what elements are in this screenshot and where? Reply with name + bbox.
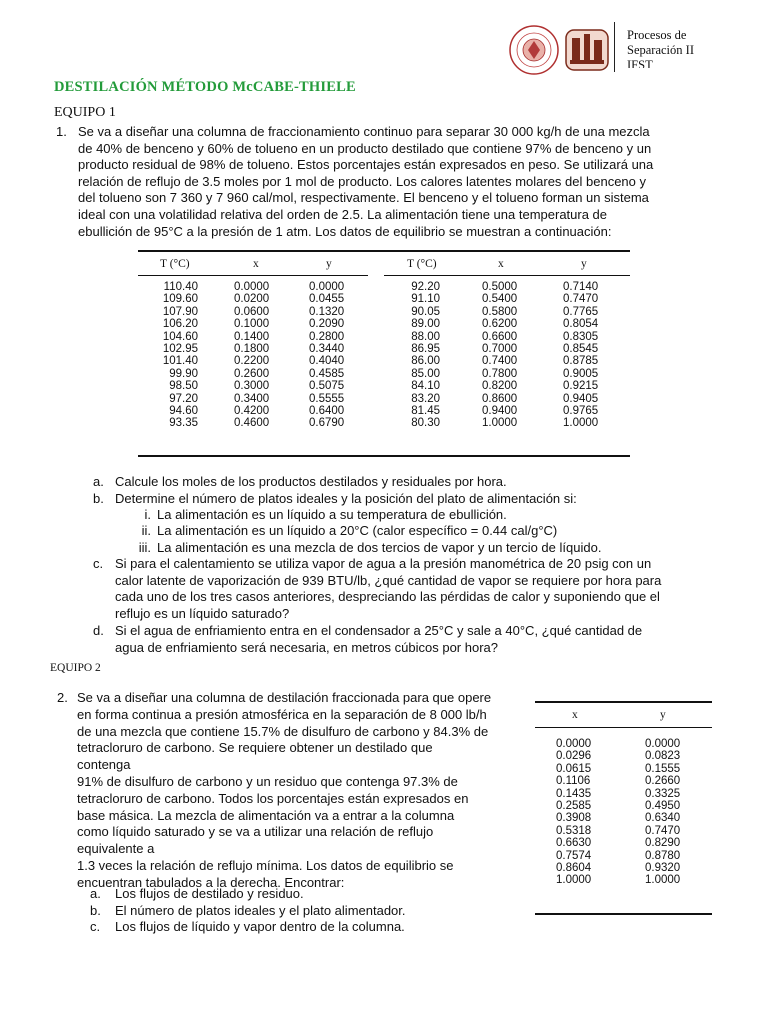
table-cell: 1.0000 bbox=[482, 417, 518, 430]
faculty-logo-icon bbox=[566, 30, 608, 70]
table-cell: 0.6200 bbox=[482, 318, 518, 331]
q-d-text bbox=[115, 623, 716, 656]
table-cell: 0.2660 bbox=[645, 775, 681, 788]
q2-a-text: Los flujos de destilado y residuo. bbox=[115, 886, 304, 901]
table-cell: 0.2090 bbox=[309, 318, 345, 331]
q-d-line: agua de enfriamiento será necesaria, en metros cúbicos por hora? bbox=[115, 639, 498, 655]
table-cell: 0.5400 bbox=[482, 293, 518, 306]
problem-1-line: ebullición de 95°C a la presión de 1 atm. Los datos de equilibrio se muestran a continuación: bbox=[78, 223, 612, 239]
q-d-label: d. bbox=[93, 623, 104, 638]
table-1-header-t: T (°C) bbox=[160, 258, 190, 270]
q-b-iii-label: iii. bbox=[138, 540, 151, 555]
table-cell: 84.10 bbox=[411, 380, 440, 393]
problem-1-line: de 40% de benceno y 60% de tolueno en un producto destilado que contiene 97% de benceno y un bbox=[78, 140, 652, 156]
q2-b-label: b. bbox=[90, 903, 101, 918]
problem-2-number: 2. bbox=[57, 690, 68, 705]
table-cell: 0.6340 bbox=[645, 812, 681, 825]
table-cell: 0.8785 bbox=[563, 355, 599, 368]
table-cell: 0.1320 bbox=[309, 305, 345, 318]
q-b-iii-text: La alimentación es una mezcla de dos tercios de vapor y un tercio de líquido. bbox=[157, 540, 602, 555]
table-cell: 0.1000 bbox=[234, 318, 270, 331]
table-cell: 107.90 bbox=[162, 305, 198, 318]
q-c-line: calor latente de vaporización de 939 BTU/lb, ¿qué cantidad de vapor se requiere por hora para bbox=[115, 572, 662, 588]
problem-2-line: 1.3 veces la relación de reflujo mínima. Los datos de equilibrio se bbox=[77, 857, 454, 873]
problem-2-line: en forma continua a presión atmosférica en la separación de 8 000 lb/h bbox=[77, 706, 487, 722]
table-cell: 0.5075 bbox=[309, 380, 345, 393]
table-cell: 110.40 bbox=[163, 281, 198, 293]
q-c-line: Si para el calentamiento se utiliza vapor de agua a la presión manométrica de 20 psig con un bbox=[115, 556, 652, 571]
table-cell: 0.6630 bbox=[556, 837, 592, 850]
table-cell: 97.20 bbox=[169, 392, 198, 405]
table-cell: 0.0000 bbox=[234, 281, 270, 293]
table-cell: 94.60 bbox=[169, 405, 198, 418]
table-cell: 109.60 bbox=[162, 293, 198, 306]
table-cell: 0.3440 bbox=[309, 343, 345, 356]
q-d-line: Si el agua de enfriamiento entra en el condensador a 25°C y sale a 40°C, ¿qué cantidad de bbox=[115, 623, 643, 638]
table-cell: 0.3400 bbox=[234, 392, 270, 405]
table-2-col-y bbox=[645, 738, 695, 887]
table-cell: 0.3908 bbox=[556, 812, 592, 825]
table-cell: 0.6790 bbox=[309, 417, 345, 430]
problem-2-line: tetracloruro de carbono. Todos los porcentajes están expresados en bbox=[77, 790, 469, 806]
problem-1-line: Se va a diseñar una columna de fraccionamiento continuo para separar 30 000 kg/h de una mezcla bbox=[78, 124, 650, 139]
header-divider bbox=[614, 22, 615, 72]
q-c-text bbox=[115, 556, 716, 622]
table-1-header-y: y bbox=[326, 258, 332, 270]
table-cell: 0.4950 bbox=[645, 800, 681, 813]
table-1-header-x2: x bbox=[498, 258, 504, 270]
problem-2-line: como líquido saturado y se va a utilizar una relación de reflujo bbox=[77, 824, 434, 840]
table-cell: 0.1400 bbox=[234, 330, 270, 343]
table-1-header-rule-right bbox=[384, 275, 630, 276]
q-a-text: Calcule los moles de los productos destilados y residuales por hora. bbox=[115, 474, 507, 489]
table-cell: 0.7000 bbox=[482, 343, 518, 356]
table-2-col-x bbox=[556, 738, 606, 887]
table-cell: 0.7470 bbox=[563, 293, 599, 306]
table-1-col-x2 bbox=[482, 281, 532, 430]
q2-c-text: Los flujos de líquido y vapor dentro de la columna. bbox=[115, 919, 405, 934]
table-cell: 0.8604 bbox=[556, 862, 592, 875]
table-cell: 0.3000 bbox=[234, 380, 270, 393]
table-cell: 0.9320 bbox=[645, 862, 681, 875]
problem-2-line: 91% de disulfuro de carbono y un residuo que contenga 97.3% de bbox=[77, 773, 458, 789]
table-cell: 90.05 bbox=[411, 305, 440, 318]
table-cell: 0.8290 bbox=[645, 837, 681, 850]
table-cell: 1.0000 bbox=[563, 417, 599, 430]
table-cell: 0.5555 bbox=[309, 392, 345, 405]
table-cell: 1.0000 bbox=[645, 874, 681, 887]
course-line-1: Procesos de bbox=[627, 28, 687, 42]
page-title: DESTILACIÓN MÉTODO McCABE-THIELE bbox=[54, 79, 356, 95]
table-1-header-x: x bbox=[253, 258, 259, 270]
problem-2-text bbox=[77, 690, 501, 892]
table-cell: 0.2200 bbox=[234, 355, 270, 368]
table-1-header-t2: T (°C) bbox=[407, 258, 437, 270]
q2-a-label: a. bbox=[90, 886, 101, 901]
table-cell: 0.9400 bbox=[482, 405, 518, 418]
q-b-i-label: i. bbox=[144, 507, 151, 522]
table-cell: 0.2800 bbox=[309, 330, 345, 343]
table-cell: 101.40 bbox=[162, 355, 198, 368]
equilibrium-table-1 bbox=[138, 250, 630, 252]
table-cell: 0.7800 bbox=[482, 367, 518, 380]
table-cell: 0.0000 bbox=[556, 738, 592, 750]
table-cell: 80.30 bbox=[411, 417, 440, 430]
table-cell: 0.0600 bbox=[234, 305, 270, 318]
problem-2-line: equivalente a bbox=[77, 841, 155, 857]
table-cell: 0.7400 bbox=[482, 355, 518, 368]
course-name bbox=[627, 28, 762, 68]
problem-1-line: relación de reflujo de 3.5 moles por 1 mol de producto. Los calores latentes molares del benceno y bbox=[78, 173, 646, 189]
table-cell: 91.10 bbox=[411, 293, 440, 306]
table-cell: 0.7140 bbox=[563, 281, 599, 293]
q-b-ii-text: La alimentación es un líquido a 20°C (calor específico = 0.44 cal/g°C) bbox=[157, 523, 558, 538]
problem-2-line: tetracloruro de carbono. Se requiere obtener un destilado que bbox=[77, 740, 433, 756]
table-cell: 99.90 bbox=[169, 367, 198, 380]
table-2-header-y: y bbox=[660, 709, 666, 721]
table-cell: 0.2600 bbox=[234, 367, 270, 380]
table-cell: 0.4585 bbox=[309, 367, 345, 380]
q-a-label: a. bbox=[93, 474, 104, 489]
table-cell: 0.0000 bbox=[645, 738, 681, 750]
table-cell: 0.8054 bbox=[563, 318, 599, 331]
table-2-top-rule bbox=[535, 701, 712, 703]
problem-1-line: del tolueno son 7 360 y 7 960 cal/mol, respectivamente. El benceno y el tolueno forman un sistema bbox=[78, 190, 649, 206]
problem-2-line: Se va a diseñar una columna de destilación fraccionada para que opere bbox=[77, 690, 492, 705]
table-cell: 0.1555 bbox=[645, 762, 681, 775]
table-cell: 0.8600 bbox=[482, 392, 518, 405]
table-cell: 0.6600 bbox=[482, 330, 518, 343]
problem-2-line: base másica. La mezcla de alimentación va a entrar a la columna bbox=[77, 807, 455, 823]
table-cell: 85.00 bbox=[411, 367, 440, 380]
problem-2-line: encuentran tabulados a la derecha. Encontrar: bbox=[77, 874, 345, 890]
table-cell: 86.00 bbox=[411, 355, 440, 368]
problem-1-line: producto residual de 98% de tolueno. Estos porcentajes están expresados en peso. Se utilizará una bbox=[78, 157, 654, 173]
table-cell: 86.95 bbox=[411, 343, 440, 356]
table-cell: 0.2585 bbox=[556, 800, 592, 813]
course-line-3: IFST bbox=[627, 58, 653, 68]
problem-1-line: ideal con una volatilidad relativa del orden de 2.5. La alimentación tiene una temperatura de bbox=[78, 206, 608, 222]
table-cell: 0.9215 bbox=[563, 380, 599, 393]
q-c-line: reflujo es un líquido saturado? bbox=[115, 605, 290, 621]
table-1-col-t2 bbox=[394, 281, 440, 430]
table-cell: 104.60 bbox=[162, 330, 198, 343]
equipo-1-heading: EQUIPO 1 bbox=[54, 105, 116, 120]
table-1-header-rule-left bbox=[138, 275, 368, 276]
table-cell: 0.9405 bbox=[563, 392, 599, 405]
table-cell: 88.00 bbox=[411, 330, 440, 343]
table-cell: 0.3325 bbox=[645, 787, 681, 800]
table-cell: 0.8305 bbox=[563, 330, 599, 343]
table-cell: 0.1435 bbox=[556, 787, 592, 800]
table-2-bottom-rule bbox=[535, 913, 712, 915]
table-cell: 0.0615 bbox=[556, 762, 592, 775]
table-1-bottom-rule bbox=[138, 455, 630, 457]
table-cell: 0.8200 bbox=[482, 380, 518, 393]
table-1-col-y2 bbox=[563, 281, 613, 430]
table-cell: 106.20 bbox=[162, 318, 198, 331]
table-cell: 93.35 bbox=[169, 417, 198, 430]
table-cell: 1.0000 bbox=[556, 874, 592, 887]
table-1-header-y2: y bbox=[581, 258, 587, 270]
q-c-line: cada uno de los tres casos anteriores, despreciando las pérdidas de calor y suponiendo que el bbox=[115, 589, 660, 605]
table-cell: 0.5800 bbox=[482, 305, 518, 318]
table-cell: 0.5000 bbox=[482, 281, 518, 293]
table-1-col-y bbox=[309, 281, 359, 430]
table-1-top-rule bbox=[138, 250, 630, 252]
table-cell: 0.1106 bbox=[556, 775, 591, 788]
table-cell: 92.20 bbox=[411, 281, 440, 293]
table-cell: 0.7765 bbox=[563, 305, 599, 318]
table-cell: 0.0200 bbox=[234, 293, 270, 306]
table-cell: 0.1800 bbox=[234, 343, 270, 356]
university-logos bbox=[508, 24, 612, 76]
table-cell: 0.0455 bbox=[309, 293, 345, 306]
q2-b-text: El número de platos ideales y el plato alimentador. bbox=[115, 903, 406, 918]
q-c-label: c. bbox=[93, 556, 104, 571]
table-1-col-t bbox=[150, 281, 198, 430]
problem-1-text bbox=[78, 124, 716, 240]
q-b-ii-label: ii. bbox=[141, 523, 151, 538]
table-cell: 102.95 bbox=[162, 343, 198, 356]
table-cell: 98.50 bbox=[169, 380, 198, 393]
course-line-2: Separación II bbox=[627, 43, 694, 57]
problem-2-line: contenga bbox=[77, 757, 131, 773]
table-cell: 0.0823 bbox=[645, 750, 681, 763]
q-b-label: b. bbox=[93, 491, 104, 506]
table-cell: 89.00 bbox=[411, 318, 440, 331]
table-cell: 0.7574 bbox=[556, 849, 592, 862]
table-cell: 0.8545 bbox=[563, 343, 599, 356]
table-cell: 0.9005 bbox=[563, 367, 599, 380]
problem-2-line: de una mezcla que contiene 15.7% de disulfuro de carbono y 84.3% de bbox=[77, 723, 489, 739]
problem-1-number: 1. bbox=[56, 124, 67, 139]
table-cell: 83.20 bbox=[411, 392, 440, 405]
table-cell: 0.4040 bbox=[309, 355, 345, 368]
table-cell: 0.0296 bbox=[556, 750, 592, 763]
equipo-2-heading: EQUIPO 2 bbox=[50, 662, 101, 674]
table-cell: 0.7470 bbox=[645, 824, 681, 837]
table-1-col-x bbox=[234, 281, 284, 430]
q2-c-label: c. bbox=[90, 919, 101, 934]
table-2-header-x: x bbox=[572, 709, 578, 721]
table-cell: 0.0000 bbox=[309, 281, 345, 293]
table-cell: 0.4600 bbox=[234, 417, 270, 430]
table-2-header-rule bbox=[535, 727, 712, 728]
q-b-i-text: La alimentación es un líquido a su temperatura de ebullición. bbox=[157, 507, 507, 522]
table-cell: 0.6400 bbox=[309, 405, 345, 418]
university-seal-icon bbox=[508, 24, 612, 76]
table-cell: 0.5318 bbox=[556, 824, 592, 837]
table-cell: 0.9765 bbox=[563, 405, 599, 418]
table-cell: 0.8780 bbox=[645, 849, 681, 862]
table-cell: 0.4200 bbox=[234, 405, 270, 418]
table-cell: 81.45 bbox=[411, 405, 440, 418]
q-b-text: Determine el número de platos ideales y la posición del plato de alimentación si: bbox=[115, 491, 577, 506]
